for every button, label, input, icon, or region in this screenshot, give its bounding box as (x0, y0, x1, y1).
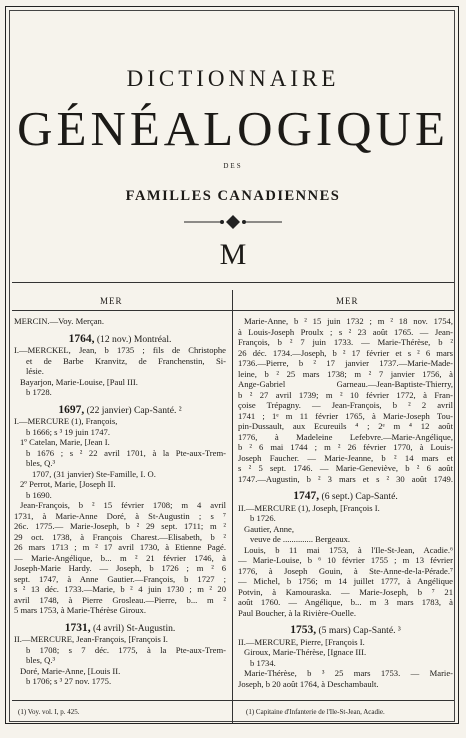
entry-line: b 1734. (250, 657, 276, 668)
entry-line: s ² 13 déc. 1733.—Marie, b ² 4 juin 1730 ; m ² 20 (14, 584, 226, 594)
entry-date-heading: 1764, (12 nov.) Montréal. (68, 333, 172, 345)
entry-line: 26 mars 1713 ; m ² 17 avril 1730, à Etienne Pagé. (14, 542, 226, 552)
entry-date-heading: 1747, (6 sept.) Cap-Santé. (293, 491, 398, 502)
section-letter: M (219, 238, 247, 271)
entry-line: b 1676 ; s ² 22 avril 1701, à la Pte-aux-Trem- (26, 447, 226, 458)
entry-line: leine, b ² 25 mars 1738; m ² 7 janvier 1756, à (238, 368, 453, 379)
entry-line: 1º Catelan, Marie, [Jean I. (20, 437, 110, 447)
entry-line: Jean-François, b ² 15 février 1708; m 4 avril (20, 500, 226, 510)
header-rule-bottom (12, 310, 454, 311)
entry-line: Potvin, à Kamouraska. — Marie-Joseph, b ⁷ 21 (238, 586, 453, 597)
entry-line: b 1706; s ³ 27 nov. 1775. (26, 676, 112, 686)
entry-line: — Michel, b 1756; m 14 juillet 1777, à Angélique (238, 576, 453, 586)
entry-line: sept. 1747, à Anne Gautier.—François, b 1727 ; (14, 573, 226, 584)
running-head-right: MER (336, 296, 359, 306)
title-familles-canadiennes: FAMILLES CANADIENNES (125, 188, 341, 204)
entry-line: MERCIN.—Voy. Merçan. (14, 316, 104, 326)
entry-line: et de Barbe Kranvitz, de Franchenstin, Si- (26, 355, 226, 366)
ornament-divider (182, 212, 284, 232)
right-column (238, 316, 453, 689)
entry-line: 1776, à Madeleine Lefebvre.—Marie-Angélique, (238, 431, 453, 442)
title-des: DES (223, 162, 243, 170)
entry-line: I.—MERCKEL, Jean, b 1735 ; fils de Christophe (14, 345, 226, 355)
entry-line: 1731, à Marie-Anne Doré, à St-Augustin ; s ⁷ (14, 510, 226, 521)
entry-line: Doré, Marie-Anne, [Louis II. (20, 665, 121, 676)
footnote-left: (1) Voy. vol. I, p. 425. (18, 708, 80, 716)
entry-line: bles, Q.³ (26, 655, 56, 665)
entry-line: août 1760. — Angélique, b... m 3 mars 1783, à (238, 597, 453, 607)
entry-line: b 1708; s 7 déc. 1775, à la Pte-aux-Trem- (26, 644, 226, 655)
entry-line: 1707, (31 janvier) Ste-Famille, I. O. (32, 468, 156, 479)
entry-line: lésie. (26, 366, 44, 376)
entry-line: 1736.—Pierre, b ² 17 janvier 1737.—Marie-Made- (238, 358, 453, 368)
entry-line: avril 1748, à Pierre Grosleau.—Pierre, b... m ² (14, 594, 226, 605)
entry-line: Ange-Gabriel Garneau.—Jean-Baptiste-Thierry, (238, 379, 453, 389)
entry-line: — Marie-Louise, b ⁶ 10 février 1755 ; m 13 février (238, 555, 453, 565)
title-genealogique: GÉNÉALOGIQUE (17, 101, 449, 156)
entry-line: François, b ² 7 juin 1733. — Marie-Thérèse, b ² (238, 337, 453, 347)
entry-line: Louis, b 11 mai 1753, à l'Ile-St-Jean, Acadie.⁶ (244, 544, 453, 555)
entry-line: b 1726. (250, 513, 276, 523)
entry-line: 26 déc. 1734.—Joseph, b ² 17 février et s ² 6 mars (238, 347, 453, 358)
entry-line: veuve de .............. Bergeaux. (250, 534, 351, 544)
column-divider (232, 290, 233, 724)
entry-line: pin-Dussault, aux Ecureuils ⁴ ; 2ᵉ m ⁴ 12 août (238, 421, 453, 431)
entry-gap (238, 484, 453, 491)
footnote-rule (12, 700, 454, 701)
entry-line: II.—MERCURE, Jean-François, [François I. (14, 634, 168, 644)
entry-line: çoise Trépagny. — Jean-François, b ² 2 avril (238, 400, 453, 410)
entry-line: Joseph Faucher. — Marie-Jeanne, b ² 14 mars et (238, 452, 453, 463)
entry-line: 1741 ; 1ᵉ m 11 février 1765, à Marie-Joseph Tou- (238, 410, 453, 421)
entry-line: Joseph-Marie Hardy. — Joseph, b 1726 ; m ² 6 (14, 563, 226, 573)
entry-date-heading: 1753, (5 mars) Cap-Santé. ³ (290, 625, 401, 636)
running-head-left: MER (100, 296, 123, 306)
entry-gap (14, 616, 226, 623)
entry-line: 26c. 1775.— Marie-Joseph, b ² 29 sept. 1711; m ² (14, 521, 226, 531)
left-column (14, 316, 226, 687)
entry-line: — Marie-Angélique, b... m ² 21 février 1746, à (14, 552, 226, 563)
entry-line: II.—MERCURE, Pierre, [François I. (238, 636, 365, 647)
entry-date-heading: 1731, (4 avril) St-Augustin. (64, 622, 176, 634)
entry-line: 5 mars 1753, à Marie-Thérèse Giroux. (14, 605, 146, 615)
entry-line: Giroux, Marie-Thérèse, [Ignace III. (244, 647, 367, 657)
entry-line: b 1666; s ³ 19 juin 1747. (26, 426, 110, 437)
footnote-right: (1) Capitaine d'Infanterie de l'Ile-St-Jean, Acadie. (246, 708, 385, 716)
entry-line: Bayarjon, Marie-Louise, [Paul III. (20, 376, 138, 387)
entry-line: b 1690. (26, 489, 52, 500)
title-dictionnaire: DICTIONNAIRE (126, 66, 340, 91)
entry-line: II.—MERCURE (1), Joseph, [François I. (238, 502, 380, 513)
entry-line: à Louis-Joseph Proulx ; s ² 23 août 1765. — Jean- (238, 326, 453, 337)
entry-line: I.—MERCURE (1), François, (14, 416, 118, 426)
entry-line: Marie-Thérèse, b ³ 25 mars 1753. — Marie- (244, 668, 453, 678)
entry-line: 1776, à Joseph Gouin, à Ste-Anne-de-la-Pérade.⁷ (238, 565, 453, 576)
entry-line: Gautier, Anne, (244, 523, 295, 534)
entry-line: b 1728. (26, 387, 52, 397)
entry-line: 29 oct. 1738, à François Charest.—Elisabeth, b ² (14, 531, 226, 542)
entry-line: bles, Q.³ (26, 458, 56, 468)
header-rule-top (12, 282, 454, 283)
entry-line: Paul Boucher, à la Rivière-Ouelle. (238, 607, 357, 618)
entry-line: b ² 6 mai 1744 ; m ² 26 février 1770, à Louis- (238, 442, 453, 452)
entry-line: Joseph, b 20 août 1764, à Deschambault. (238, 678, 379, 689)
entry-line: b ² 27 avril 1739; m ² 10 février 1772, à Fran- (238, 389, 453, 400)
entry-line: 2º Perrot, Marie, [Joseph II. (20, 479, 116, 489)
entry-gap (14, 327, 226, 334)
entry-line: s ² 5 sept. 1746. — Marie-Geneviève, b ² 6 août (238, 463, 453, 473)
entry-gap (238, 618, 453, 625)
entry-date-heading: 1697, (22 janvier) Cap-Santé. ² (58, 404, 182, 416)
entry-gap (14, 398, 226, 405)
entry-line: 1747.—Augustin, b ² 3 mars et s ² 30 août 1749. (238, 473, 453, 484)
entry-line: Marie-Anne, b ² 15 juin 1732 ; m ² 18 nov. 1754, (244, 316, 453, 326)
